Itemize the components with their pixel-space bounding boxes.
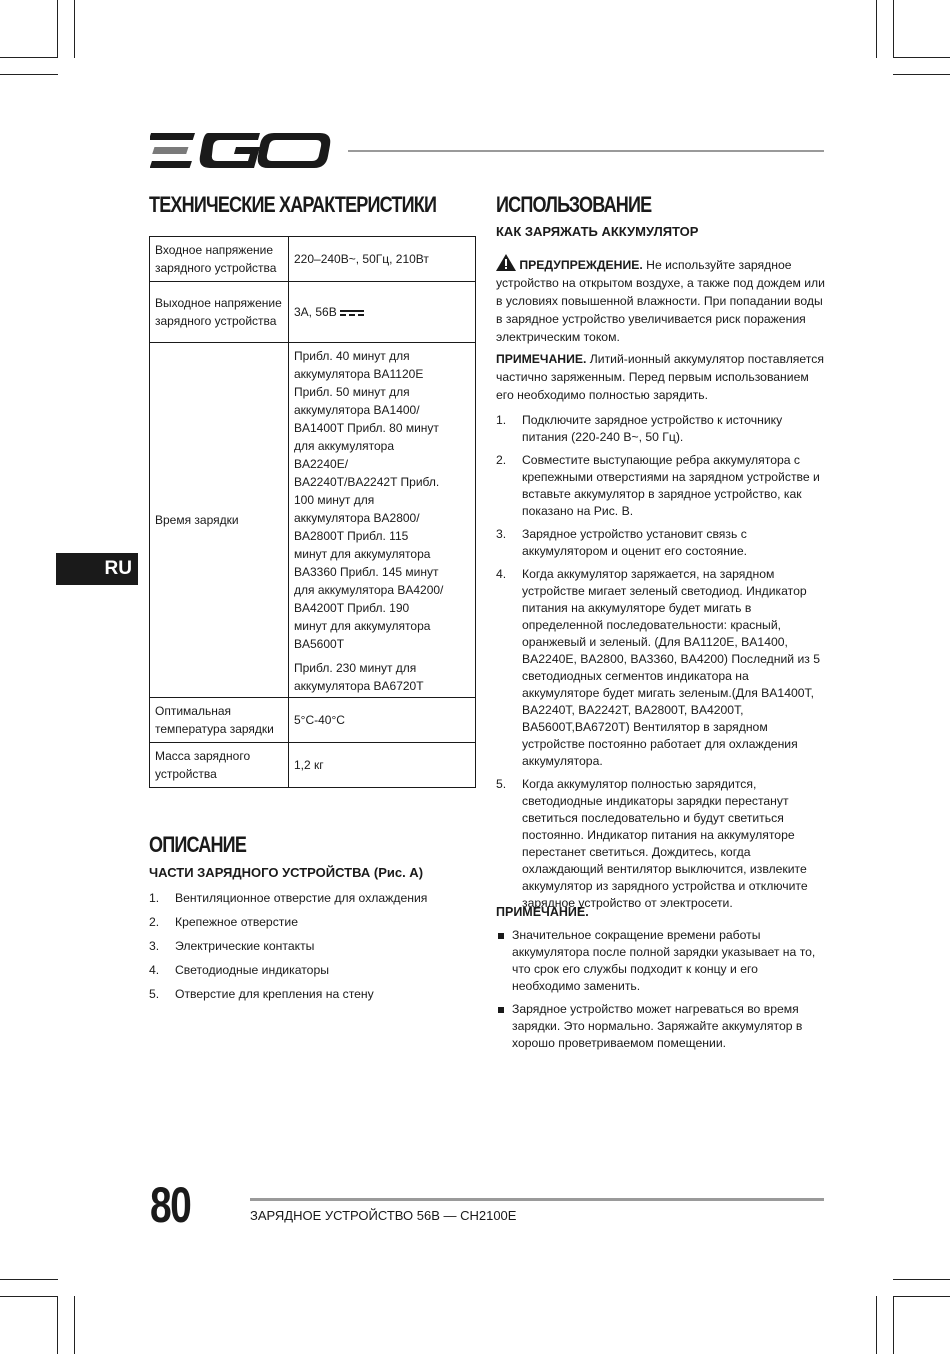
list-text: Подключите зарядное устройство к источнику питания (220-240 В~, 50 Гц). xyxy=(522,413,783,444)
description-subtitle: ЧАСТИ ЗАРЯДНОГО УСТРОЙСТВА (Рис. А) xyxy=(149,865,424,880)
crop-mark xyxy=(893,74,950,75)
list-item xyxy=(496,776,826,912)
header-rule xyxy=(348,150,824,152)
spec-label: Выходное напряжение зарядного устройства xyxy=(150,282,289,343)
spec-value: 220–240В~, 50Гц, 210Вт xyxy=(289,237,476,282)
list-item xyxy=(149,938,479,955)
list-text: Значительное сокращение времени работы аккумулятора после полной зарядки указывает на то, что срок его службы подходит к концу и его необходимо заменить. xyxy=(512,928,816,993)
bullet-square-icon xyxy=(498,1007,504,1013)
table-row xyxy=(150,343,476,698)
crop-mark xyxy=(876,0,877,58)
spec-value: Прибл. 40 минут для аккумулятора BA1120E Прибл. 50 минут для аккумулятора BA1400/ BA1400T Прибл. 80 минут для аккумулятора BA2240E/ BA2240T/BA2242T Прибл. 100 минут для аккумулятора BA2800/ BA2800T Прибл. 115 минут для аккумулятора BA3360 Прибл. 145 минут для аккумулятора BA4200/ BA4200T Прибл. 190 минут для аккумулятора BA5600T xyxy=(294,349,444,651)
list-number: 1. xyxy=(149,891,160,905)
list-number: 2. xyxy=(149,915,160,929)
list-number: 5. xyxy=(496,777,507,791)
list-item xyxy=(149,890,479,907)
warning-triangle-icon xyxy=(496,254,516,271)
crop-mark xyxy=(74,0,75,58)
description-heading-wrap xyxy=(149,832,267,858)
spec-value-cell xyxy=(289,343,476,698)
crop-mark xyxy=(893,1296,894,1354)
spec-label: Время зарядки xyxy=(150,343,289,698)
list-text: Крепежное отверстие xyxy=(175,915,298,929)
list-number: 3. xyxy=(149,939,160,953)
spec-label: Масса зарядного устройства xyxy=(150,743,289,788)
note-label: ПРИМЕЧАНИЕ. xyxy=(496,352,587,366)
table-row xyxy=(150,698,476,743)
list-text: Совместите выступающие ребра аккумулятора с крепежными отверстиями на зарядном устройстве и вставьте аккумулятор в зарядное устройство, как показано на Рис. В. xyxy=(522,453,820,518)
list-number: 4. xyxy=(149,963,160,977)
footer-rule xyxy=(250,1198,824,1201)
spec-label: Оптимальная температура зарядки xyxy=(150,698,289,743)
crop-mark xyxy=(893,1296,950,1297)
specs-title: ТЕХНИЧЕСКИЕ ХАРАКТЕРИСТИКИ xyxy=(149,192,437,217)
list-item xyxy=(496,1001,826,1052)
list-number: 1. xyxy=(496,413,507,427)
usage-title: ИСПОЛЬЗОВАНИЕ xyxy=(496,192,652,217)
list-text: Когда аккумулятор полностью зарядится, светодиодные индикаторы зарядки перестанут светиться последовательно и будут светиться постоянно. Индикатор питания на аккумуляторе перестанет светиться. Дождитесь, когда охлаждающий вентилятор выключится, извлеките аккумулятор из зарядного устройства и отключите зарядное устройство от электросети. xyxy=(522,777,808,910)
list-text: Светодиодные индикаторы xyxy=(175,963,329,977)
list-text: Зарядное устройство может нагреваться во время зарядки. Это нормально. Заряжайте аккумулятор в хорошо проветриваемом помещении. xyxy=(512,1002,803,1050)
list-number: 5. xyxy=(149,987,160,1001)
list-number: 4. xyxy=(496,567,507,581)
dc-symbol-icon xyxy=(340,309,364,317)
list-item xyxy=(149,986,479,1003)
spec-label: Входное напряжение зарядного устройства xyxy=(150,237,289,282)
note-paragraph xyxy=(496,350,826,404)
warning-label: ПРЕДУПРЕЖДЕНИЕ. xyxy=(519,258,643,272)
list-text: Когда аккумулятор заряжается, на зарядном устройстве мигает зеленый светодиод. Индикатор питания на аккумуляторе будет мигать в определенной последовательности: красный, оранжевый и зеленый. (Для BA1120E, BA1400, BA2240E, BA2800, BA3360, BA4200) Последний из 5 светодиодных сегментов индикатора на аккумуляторе будет мигать зеленым.(Для BA1400T, BA2240T, BA2242T, BA2800T, BA4200T, BA5600T,BA6720T) Вентилятор в зарядном устройстве постоянно работает для охлаждения аккумулятора. xyxy=(522,567,821,768)
warning-paragraph xyxy=(496,254,826,346)
language-tab: RU xyxy=(56,553,138,585)
list-text: Вентиляционное отверстие для охлаждения xyxy=(175,891,428,905)
table-row xyxy=(150,237,476,282)
list-item xyxy=(149,962,479,979)
spec-value: 3А, 56В xyxy=(294,305,337,319)
spec-value: 5°C-40°C xyxy=(289,698,476,743)
crop-mark xyxy=(0,1279,58,1280)
crop-mark xyxy=(0,57,58,58)
crop-mark xyxy=(0,74,58,75)
list-item xyxy=(496,526,826,560)
usage-subtitle: КАК ЗАРЯЖАТЬ АККУМУЛЯТОР xyxy=(496,224,699,239)
spec-value: 1,2 кг xyxy=(289,743,476,788)
note-text: Литий-ионный аккумулятор поставляется частично заряженным. Перед первым использованием его необходимо полностью зарядить. xyxy=(496,352,824,402)
specs-heading-wrap xyxy=(149,192,499,218)
notes-list xyxy=(496,927,826,1052)
charging-steps xyxy=(496,412,826,912)
list-number: 3. xyxy=(496,527,507,541)
list-item xyxy=(496,412,826,446)
list-item xyxy=(496,927,826,995)
parts-list xyxy=(149,890,479,1003)
crop-mark xyxy=(893,0,894,58)
note2-label: ПРИМЕЧАНИЕ. xyxy=(496,905,589,919)
specs-table xyxy=(149,236,476,788)
spec-value-cell xyxy=(289,282,476,343)
list-number: 2. xyxy=(496,453,507,467)
bullet-square-icon xyxy=(498,933,504,939)
list-text: Зарядное устройство установит связь с аккумулятором и оценит его состояние. xyxy=(522,527,747,558)
crop-mark xyxy=(893,57,950,58)
list-text: Электрические контакты xyxy=(175,939,315,953)
list-item xyxy=(496,452,826,520)
crop-mark xyxy=(74,1296,75,1354)
crop-mark xyxy=(893,1279,950,1280)
page-number: 80 xyxy=(150,1177,191,1233)
table-row xyxy=(150,282,476,343)
ego-logo xyxy=(150,130,332,172)
crop-mark xyxy=(57,0,58,58)
crop-mark xyxy=(57,1296,58,1354)
table-row xyxy=(150,743,476,788)
warning-text: Не используйте зарядное устройство на открытом воздухе, а также под дождем или в условиях повышенной влажности. При попадании воды в зарядное устройство увеличивается риск поражения электрическим током. xyxy=(496,258,825,344)
description-title: ОПИСАНИЕ xyxy=(149,832,247,857)
footer-text: ЗАРЯДНОЕ УСТРОЙСТВО 56В — CH2100E xyxy=(250,1208,517,1223)
crop-mark xyxy=(876,1296,877,1354)
list-item xyxy=(149,914,479,931)
list-text: Отверстие для крепления на стену xyxy=(175,987,374,1001)
spec-value: Прибл. 230 минут для аккумулятора BA6720T xyxy=(294,661,424,693)
list-item xyxy=(496,566,826,770)
usage-heading-wrap xyxy=(496,192,685,218)
crop-mark xyxy=(0,1296,58,1297)
